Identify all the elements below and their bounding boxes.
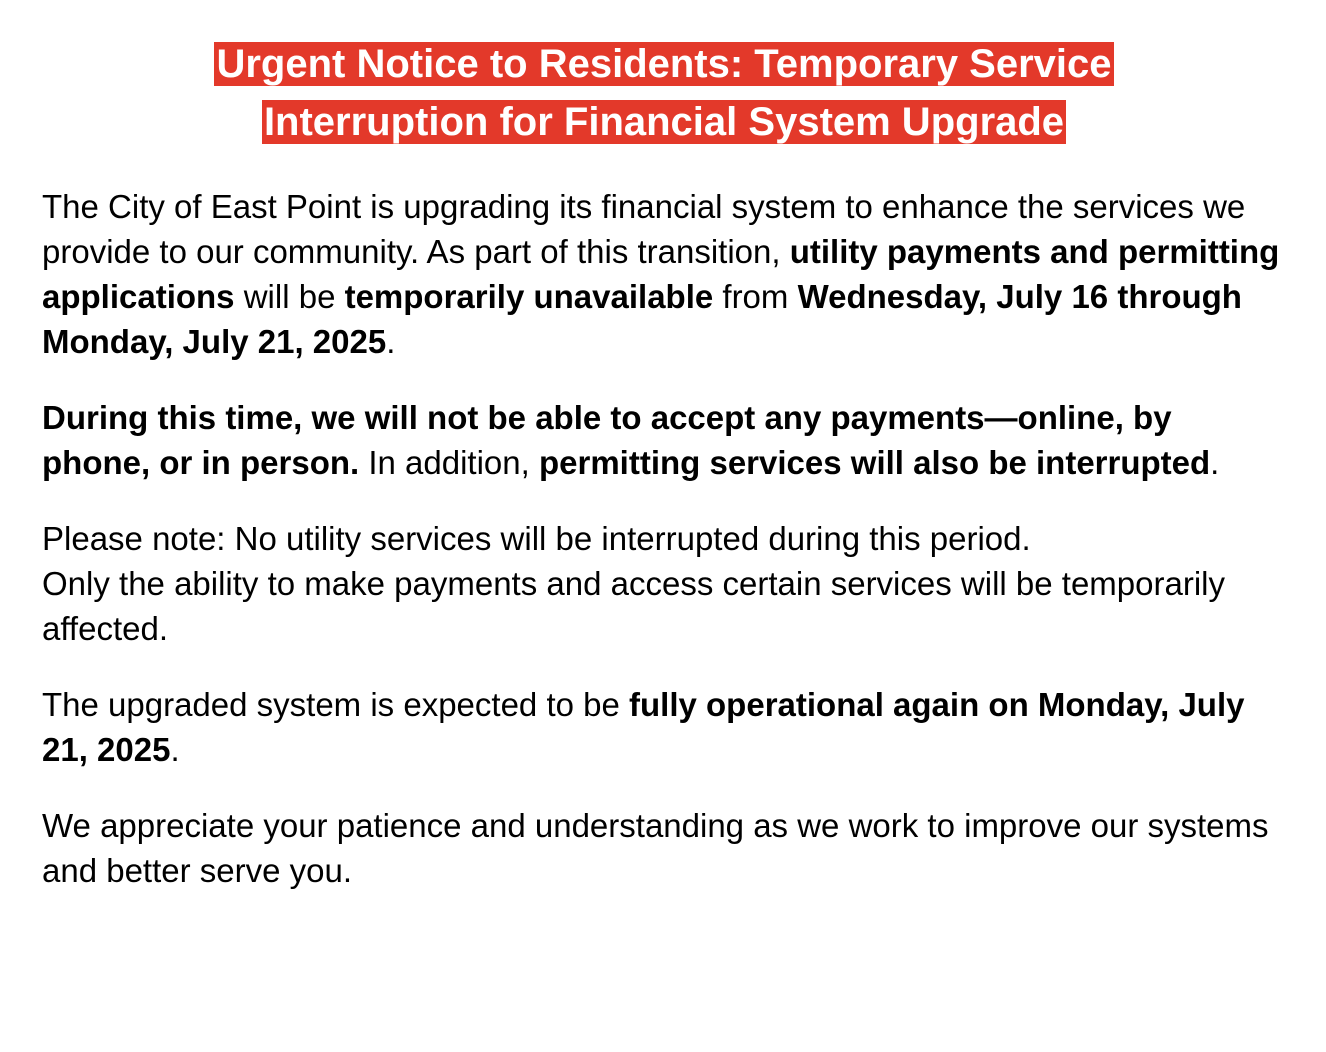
title-highlight-1: Urgent Notice to Residents: Temporary Service [216,42,1112,86]
paragraph-appreciation [42,803,1286,893]
p2-text-1: In addition, [359,444,539,481]
paragraph-please-note [42,516,1286,651]
p1-text-3: from [713,278,798,315]
p3-line-2: Only the ability to make payments and access certain services will be temporarily affected. [42,565,1225,647]
p4-text-1: The upgraded system is expected to be [42,686,630,723]
p1-bold-unavailable: temporarily unavailable [344,278,714,315]
paragraph-payment-interruption [42,395,1286,485]
title-line-1 [42,35,1286,93]
paragraph-operational-date [42,682,1286,772]
p2-text-2: . [1210,444,1220,481]
p5-text: We appreciate your patience and understanding as we work to improve our systems and better serve you. [42,807,1269,889]
title-highlight-2: Interruption for Financial System Upgrade [263,100,1065,144]
p2-bold-permitting: permitting services will also be interrupted [538,444,1211,481]
p1-bold-dates: Wednesday, July 16 through Monday, July 21, 2025 [42,278,1242,360]
p1-text-4: . [386,323,396,360]
notice-title [42,35,1286,151]
p4-text-2: . [170,731,180,768]
p4-bold-operational: fully operational again on Monday, July 21, 2025 [42,686,1245,768]
p2-bold-payments: During this time, we will not be able to accept any payments—online, by phone, or in person. [42,399,1172,481]
p1-bold-services: utility payments and permitting applications [42,233,1280,315]
p1-text-2: will be [234,278,345,315]
p1-text-1: The City of East Point is upgrading its financial system to enhance the services we provide to our community. As part of this transition, [42,188,1246,270]
paragraph-upgrade-announcement [42,184,1286,364]
title-line-2 [42,93,1286,151]
p3-line-1: Please note: No utility services will be interrupted during this period. [42,520,1031,557]
